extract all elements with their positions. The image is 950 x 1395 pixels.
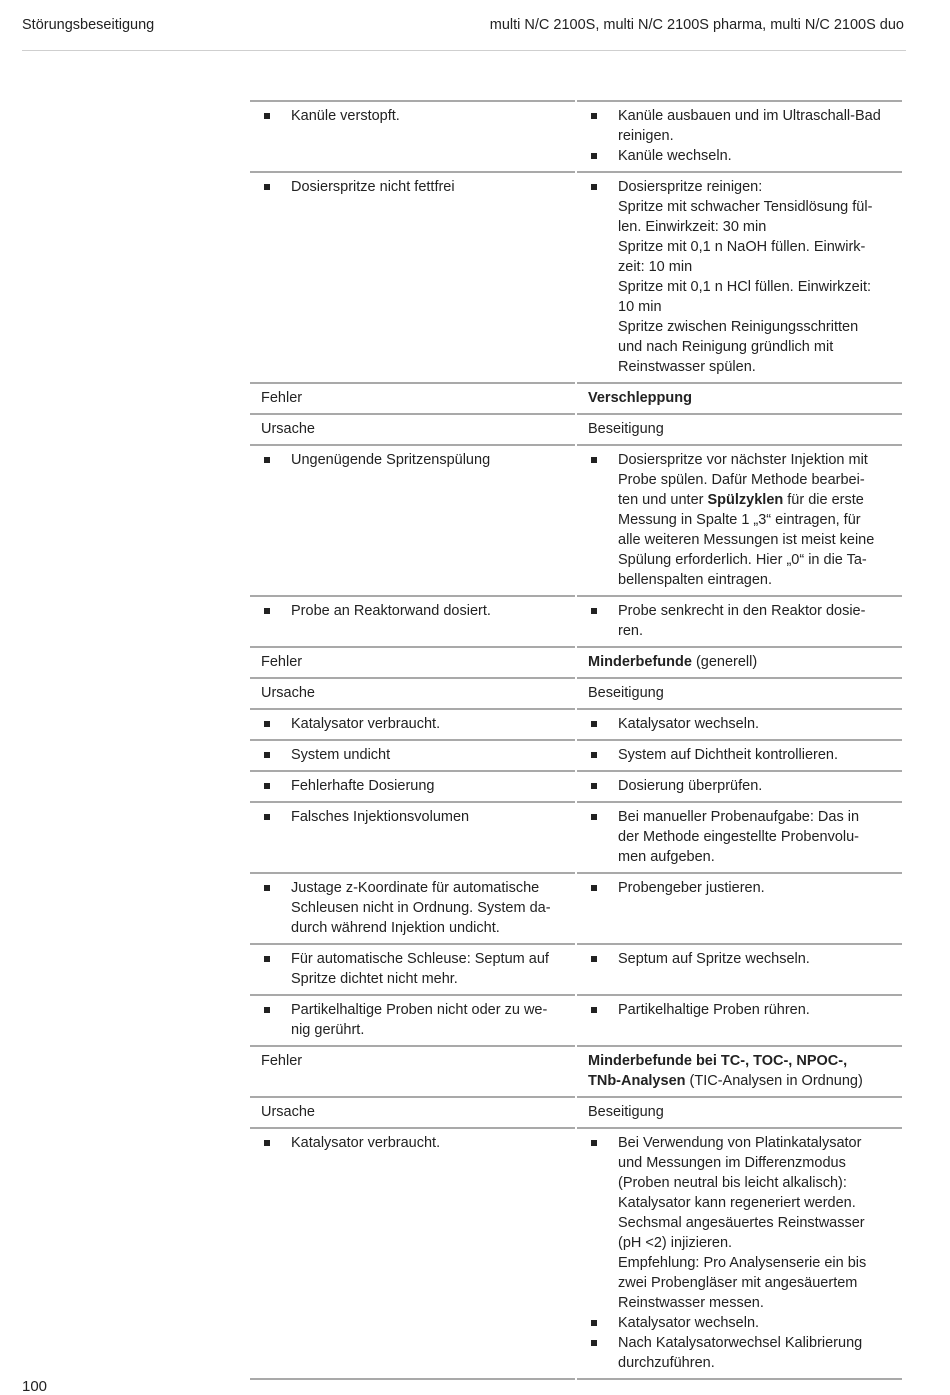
page-header [22,0,906,51]
table-row [250,595,902,646]
cause-cell [250,444,575,595]
remedy-cell [577,1127,902,1378]
error-label: Fehler [250,382,575,413]
list-item: Septum auf Spritze wechseln. [588,949,902,969]
troubleshooting-table [250,100,902,1380]
remedy-cell [577,943,902,994]
list-item: Nach Katalysatorwechsel Kalibrierung durchzuführen. [588,1333,902,1373]
remedy-header: Beseitigung [577,677,902,708]
list-item: Katalysator verbraucht. [261,1133,575,1153]
table-row [250,100,902,171]
cause-cell [250,708,575,739]
table-row [250,943,902,994]
error-header-row [250,382,902,413]
list-item: Dosierspritze vor nächster Injektion mit Probe spülen. Dafür Methode bearbei- ten und unter Spülzyklen für die erste Messung in Spalte 1 „3“ eintragen, für alle weiteren Messungen ist meist keine Spülung erforderlich. Hier „0“ in die Ta- bellenspalten eintragen. [588,450,902,590]
list-item: Justage z-Koordinate für automatische Schleusen nicht in Ordnung. System da- durch während Injektion undicht. [261,878,575,938]
list-item: System undicht [261,745,575,765]
list-item: Partikelhaltige Proben rühren. [588,1000,902,1020]
list-item: Kanüle ausbauen und im Ultraschall-Bad reinigen. [588,106,902,146]
table-row [250,708,902,739]
list-item: Ungenügende Spritzenspülung [261,450,575,470]
table-row [250,872,902,943]
product-title: multi N/C 2100S, multi N/C 2100S pharma, multi N/C 2100S duo [489,17,904,33]
cause-cell [250,739,575,770]
cause-header: Ursache [250,1096,575,1127]
cause-cell [250,595,575,646]
cause-header: Ursache [250,677,575,708]
list-item: Katalysator wechseln. [588,1313,902,1333]
list-item: Bei Verwendung von Platinkatalysator und Messungen im Differenzmodus (Proben neutral bis leicht alkalisch): Katalysator kann regeneriert werden. Sechsmal angesäuertes Reinstwasser (pH <2) injizieren. Empfehlung: Pro Analysenserie ein bis zwei Probengläser mit angesäuertem Reinstwasser messen. [588,1133,902,1313]
remedy-cell [577,708,902,739]
list-item: Kanüle verstopft. [261,106,575,126]
list-item: Katalysator verbraucht. [261,714,575,734]
table-row [250,444,902,595]
table-row [250,171,902,382]
list-item: Partikelhaltige Proben nicht oder zu we- nig gerührt. [261,1000,575,1040]
cause-header: Ursache [250,413,575,444]
list-item: Für automatische Schleuse: Septum auf Spritze dichtet nicht mehr. [261,949,575,989]
column-header-row [250,1096,902,1127]
remedy-cell [577,739,902,770]
list-item: Fehlerhafte Dosierung [261,776,575,796]
remedy-cell [577,770,902,801]
remedy-header: Beseitigung [577,1096,902,1127]
error-header-row [250,1045,902,1096]
error-title: Minderbefunde bei TC-, TOC-, NPOC-, TNb-Analysen (TIC-Analysen in Ordnung) [577,1045,902,1096]
cause-cell [250,100,575,171]
table-row [250,770,902,801]
table-row [250,739,902,770]
table-row [250,801,902,872]
list-item: Bei manueller Probenaufgabe: Das in der Methode eingestellte Probenvolu- men aufgeben. [588,807,902,867]
cause-cell [250,943,575,994]
remedy-cell [577,872,902,943]
list-item: Dosierspritze nicht fettfrei [261,177,575,197]
list-item: Kanüle wechseln. [588,146,902,166]
remedy-cell [577,171,902,382]
table-row [250,994,902,1045]
table-bottom-rule [250,1378,902,1380]
remedy-cell [577,444,902,595]
list-item: Probe an Reaktorwand dosiert. [261,601,575,621]
cause-cell [250,770,575,801]
error-title: Minderbefunde (generell) [577,646,902,677]
remedy-cell [577,100,902,171]
cause-cell [250,171,575,382]
cause-cell [250,801,575,872]
list-item: Probe senkrecht in den Reaktor dosie- ren. [588,601,902,641]
error-label: Fehler [250,1045,575,1096]
error-label: Fehler [250,646,575,677]
cause-cell [250,1127,575,1378]
error-header-row [250,646,902,677]
page-number: 100 [22,1378,48,1395]
list-item: Probengeber justieren. [588,878,902,898]
list-item: Dosierung überprüfen. [588,776,902,796]
remedy-cell [577,595,902,646]
list-item: Katalysator wechseln. [588,714,902,734]
remedy-cell [577,801,902,872]
column-header-row [250,413,902,444]
section-title: Störungsbeseitigung [22,17,155,33]
list-item: Falsches Injektionsvolumen [261,807,575,827]
cause-cell [250,994,575,1045]
list-item: System auf Dichtheit kontrollieren. [588,745,902,765]
error-title: Verschleppung [577,382,902,413]
list-item: Dosierspritze reinigen: Spritze mit schwacher Tensidlösung fül- len. Einwirkzeit: 30 min Spritze mit 0,1 n NaOH füllen. Einwirk- zeit: 10 min Spritze mit 0,1 n HCl füllen. Einwirkzeit: 10 min Spritze zwischen Reinigungsschritten und nach Reinigung gründlich mit Reinstwasser spülen. [588,177,902,377]
remedy-cell [577,994,902,1045]
column-header-row [250,677,902,708]
remedy-header: Beseitigung [577,413,902,444]
table-row [250,1127,902,1378]
cause-cell [250,872,575,943]
